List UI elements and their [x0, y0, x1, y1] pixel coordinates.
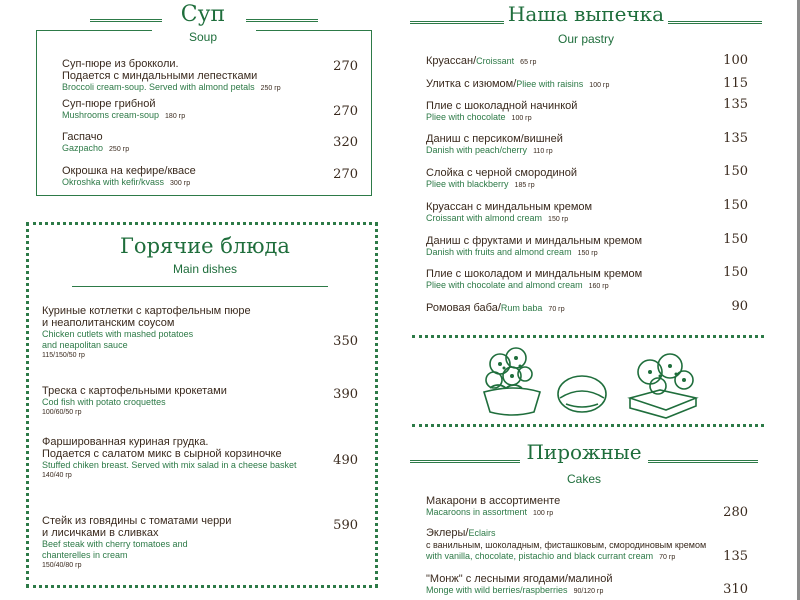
pastry-item-3-en: Pliee with chocolate	[426, 112, 506, 122]
soup-item-3-name: Гаспачо	[62, 131, 103, 143]
main-item-3-weight: 140/40 гр	[42, 472, 72, 479]
cakes-subtitle: Cakes	[566, 472, 601, 486]
main-item-3-price: 490	[333, 453, 358, 468]
pastry-item-5-weight: 185 гр	[514, 182, 535, 189]
main-item-2	[42, 385, 227, 418]
main-item-2-weight: 100/60/50 гр	[42, 409, 82, 416]
cakes-item-3-price: 310	[723, 582, 748, 597]
soup-item-4-name: Окрошка на кефире/квасе	[62, 165, 196, 177]
pastry-item-8-price: 150	[723, 265, 748, 280]
cakes-item-2-name: Эклеры/	[426, 527, 469, 539]
illustration-rule-top	[412, 335, 764, 338]
pastry-title: Наша выпечка	[507, 2, 665, 26]
main-item-2-name: Треска с картофельными крокетами	[42, 385, 227, 397]
pastry-item-3	[426, 100, 577, 124]
pastry-item-7-en: Danish with fruits and almond cream	[426, 247, 572, 257]
pastry-item-9-name: Ромовая баба/	[426, 302, 501, 314]
pastry-item-2-price: 115	[723, 76, 748, 91]
pastry-item-1-name: Круассан/	[426, 55, 477, 67]
soup-item-2	[62, 98, 185, 122]
pastry-item-8-weight: 160 гр	[588, 283, 609, 290]
soup-item-4-price: 270	[333, 167, 358, 182]
soup-item-1-name: Суп-пюре из брокколи.	[62, 58, 179, 70]
pastry-item-6-name: Круассан с миндальным кремом	[426, 201, 593, 213]
main-item-1-en-2: and neapolitan sauce	[42, 340, 128, 350]
cakes-item-2-en: with vanilla, chocolate, pistachio and black currant cream	[426, 551, 654, 561]
pastry-item-9-price: 90	[731, 299, 748, 314]
pastry-item-3-weight: 100 гр	[511, 115, 532, 122]
pastry-item-1-en: Croissant	[476, 56, 515, 66]
cakes-item-2-desc: с ванильным, шоколадным, фисташковым, смородиновым кремом	[426, 540, 707, 550]
cakes-title-rule-right	[648, 460, 758, 463]
pastry-item-4-weight: 110 гр	[533, 148, 553, 155]
soup-item-3-weight: 250 гр	[109, 146, 130, 153]
main-item-3-en: Stuffed chiken breast. Served with mix salad in a cheese basket	[42, 460, 297, 470]
soup-item-4	[62, 165, 196, 189]
main-dishes-title: Горячие блюда	[120, 234, 290, 258]
pastry-item-1-weight: 65 гр	[520, 59, 537, 66]
main-dishes-rule	[72, 286, 328, 287]
soup-item-3-en: Gazpacho	[62, 143, 104, 153]
pastry-item-7-weight: 150 гр	[577, 250, 598, 257]
cakes-item-1-name: Макарони в ассортименте	[426, 495, 561, 507]
main-item-2-en: Cod fish with potato croquettes	[42, 397, 166, 407]
soup-item-2-price: 270	[333, 104, 358, 119]
cakes-item-2-en-label: Eclairs	[468, 528, 496, 538]
main-item-1-en: Chicken cutlets with mashed potatoes	[42, 329, 194, 339]
main-item-4-name: Стейк из говядины с томатами черри	[42, 515, 232, 527]
pastry-item-6	[426, 201, 592, 225]
pastry-item-7	[426, 235, 642, 259]
main-item-4-en-2: chanterelles in cream	[42, 550, 128, 560]
pastry-item-3-name: Плие с шоколадной начинкой	[426, 100, 578, 112]
soup-title: Суп	[180, 2, 226, 27]
pastry-title-rule-right	[668, 21, 762, 24]
main-item-3-name: Фаршированная куриная грудка.	[42, 436, 209, 448]
pastry-item-9	[426, 302, 565, 316]
cakes-item-1	[426, 495, 560, 519]
main-item-3-name-2: Подается с салатом микс в сырной корзиночке	[42, 448, 282, 460]
cakes-item-3-weight: 90/120 гр	[573, 588, 604, 595]
soup-item-1-name-2: Подается с миндальными лепестками	[62, 70, 258, 82]
pastry-item-2-en: Pliee with raisins	[516, 79, 584, 89]
main-item-2-price: 390	[333, 387, 358, 402]
illustration-rule-bottom	[412, 424, 764, 427]
pastry-item-1	[426, 55, 536, 69]
soup-title-rule-left	[90, 19, 162, 22]
soup-box-top-right	[256, 30, 372, 31]
pastry-item-9-en: Rum baba	[500, 303, 543, 313]
soup-item-4-weight: 300 гр	[170, 180, 191, 187]
pastry-item-8	[426, 268, 642, 292]
soup-item-1-en: Broccoli cream-soup. Served with almond petals	[62, 82, 255, 92]
main-item-4-weight: 150/40/80 гр	[42, 562, 82, 569]
soup-item-2-name: Суп-пюре грибной	[62, 98, 156, 110]
soup-item-3	[62, 131, 129, 155]
main-item-4-en: Beef steak with cherry tomatoes and	[42, 539, 188, 549]
soup-item-1	[62, 58, 281, 94]
cakes-item-2-price: 135	[723, 549, 748, 564]
soup-item-1-weight: 250 гр	[260, 85, 281, 92]
main-item-4-price: 590	[333, 518, 358, 533]
main-item-1-price: 350	[333, 334, 358, 349]
pastry-item-7-name: Даниш с фруктами и миндальным кремом	[426, 235, 643, 247]
pastry-item-2	[426, 78, 609, 92]
main-item-4-name-2: и лисичками в сливках	[42, 527, 159, 539]
pastry-item-4-en: Danish with peach/cherry	[426, 145, 528, 155]
pastry-item-4-name: Даниш с персиком/вишней	[426, 133, 563, 145]
soup-item-3-price: 320	[333, 135, 358, 150]
main-item-1-name: Куриные котлетки с картофельным пюре	[42, 305, 251, 317]
soup-item-1-price: 270	[333, 59, 358, 74]
pastry-item-2-name: Улитка с изюмом/	[426, 78, 517, 90]
pastry-item-8-name: Плие с шоколадом и миндальным кремом	[426, 268, 643, 280]
pastry-item-1-price: 100	[723, 53, 748, 68]
pastry-item-5-en: Pliee with blackberry	[426, 179, 509, 189]
pastry-item-6-en: Croissant with almond cream	[426, 213, 543, 223]
cakes-item-3-en: Monge with wild berries/raspberries	[426, 585, 568, 595]
pastry-title-rule-left	[410, 21, 504, 24]
main-item-1	[42, 305, 251, 361]
pastry-item-4-price: 135	[723, 131, 748, 146]
main-item-3	[42, 436, 296, 481]
main-dishes-subtitle: Main dishes	[172, 262, 238, 276]
soup-box-top-left	[36, 30, 152, 31]
main-item-1-weight: 115/150/50 гр	[42, 352, 85, 359]
pastry-item-6-weight: 150 гр	[548, 216, 569, 223]
pastry-item-5	[426, 167, 577, 191]
pastry-item-5-price: 150	[723, 164, 748, 179]
soup-subtitle: Soup	[188, 30, 218, 44]
pastry-item-4	[426, 133, 563, 157]
pastry-item-3-price: 135	[723, 97, 748, 112]
pastry-item-8-en: Pliee with chocolate and almond cream	[426, 280, 583, 290]
cakes-item-1-price: 280	[723, 505, 748, 520]
soup-item-2-weight: 180 гр	[165, 113, 186, 120]
soup-title-rule-right	[246, 19, 318, 22]
cakes-item-2-weight: 70 гр	[659, 554, 676, 561]
pastry-item-2-weight: 100 гр	[589, 82, 610, 89]
main-item-1-name-2: и неаполитанским соусом	[42, 317, 175, 329]
pastry-item-7-price: 150	[723, 232, 748, 247]
cakes-title: Пирожные	[526, 440, 642, 464]
soup-item-4-en: Okroshka with kefir/kvass	[62, 177, 165, 187]
cakes-item-2	[426, 527, 706, 563]
pastry-illustration-icon	[470, 342, 710, 422]
soup-item-2-en: Mushrooms cream-soup	[62, 110, 160, 120]
pastry-subtitle: Our pastry	[557, 32, 614, 46]
pastry-item-5-name: Слойка с черной смородиной	[426, 167, 577, 179]
pastry-item-6-price: 150	[723, 198, 748, 213]
cakes-item-1-en: Macaroons in assortment	[426, 507, 528, 517]
pastry-item-9-weight: 70 гр	[548, 306, 565, 313]
main-item-4	[42, 515, 231, 571]
cakes-item-3	[426, 573, 613, 597]
cakes-title-rule-left	[410, 460, 520, 463]
cakes-item-1-weight: 100 гр	[533, 510, 554, 517]
cakes-item-3-name: "Монж" с лесными ягодами/малиной	[426, 573, 613, 585]
